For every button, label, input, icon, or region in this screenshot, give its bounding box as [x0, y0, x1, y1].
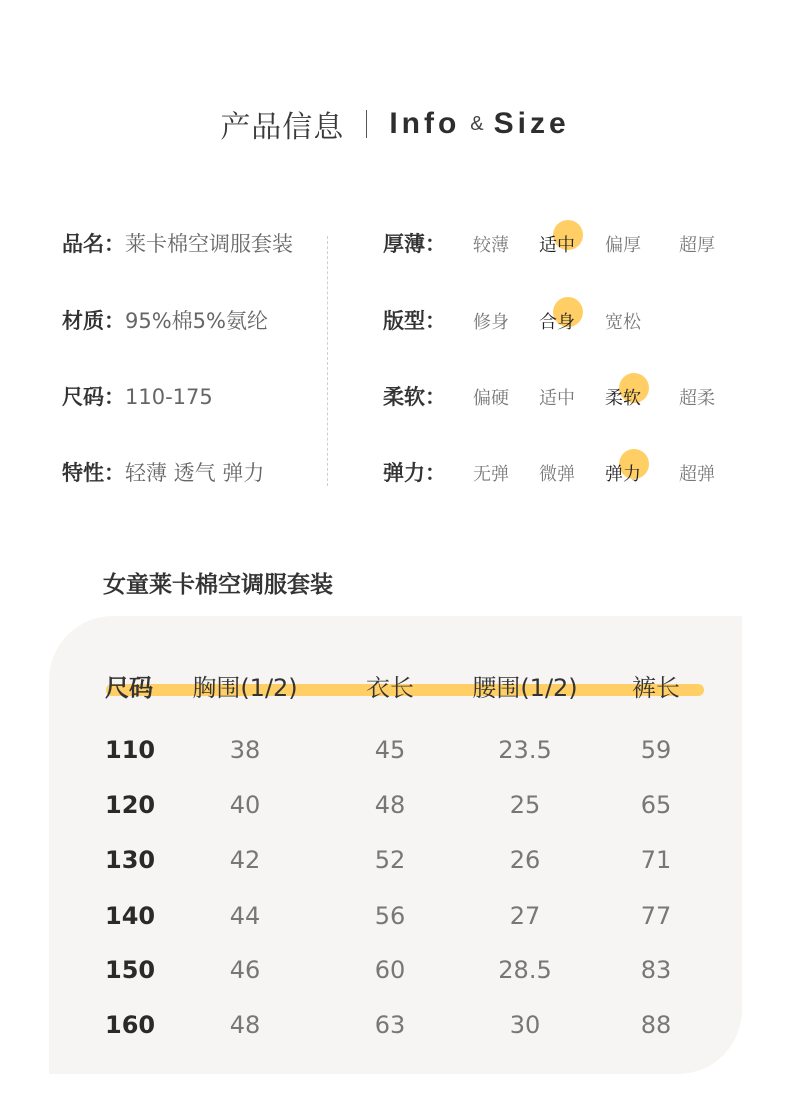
table-cell: 59	[640, 736, 672, 764]
table-cell: 27	[509, 902, 541, 930]
size-label-cell: 130	[105, 846, 156, 874]
size-label-cell: 120	[105, 791, 156, 819]
table-cell: 25	[509, 791, 541, 819]
table-cell: 38	[229, 736, 261, 764]
header-title-cn: 产品信息	[220, 110, 345, 145]
size-label-cell: 150	[105, 956, 156, 984]
attribute-label: 柔软：	[383, 385, 446, 409]
table-cell: 48	[374, 791, 406, 819]
table-cell: 44	[229, 902, 261, 930]
info-divider	[327, 236, 328, 486]
table-cell: 83	[640, 956, 672, 984]
info-label: 品名：	[62, 232, 125, 256]
attribute-option: 无弹	[473, 464, 509, 485]
info-label: 材质：	[62, 309, 125, 333]
attribute-option: 适中	[539, 388, 575, 409]
info-row	[62, 381, 213, 411]
attribute-option: 弹力	[605, 464, 641, 485]
table-header-cell: 腰围(1/2)	[472, 674, 578, 702]
section-header	[0, 102, 790, 146]
table-cell: 56	[374, 902, 406, 930]
info-row	[62, 457, 264, 487]
table-cell: 60	[374, 956, 406, 984]
info-value: 110-175	[125, 385, 213, 409]
header-title-en-info: Info	[389, 107, 461, 140]
attribute-option: 超弹	[679, 464, 715, 485]
header-ampersand: &	[470, 112, 484, 135]
attribute-option: 较薄	[473, 235, 509, 256]
table-cell: 23.5	[498, 736, 552, 764]
table-cell: 52	[374, 846, 406, 874]
attribute-label: 弹力：	[383, 461, 446, 485]
attribute-option: 微弹	[539, 464, 575, 485]
info-value: 轻薄 透气 弹力	[125, 461, 265, 485]
attribute-option: 合身	[539, 312, 575, 333]
table-cell: 71	[640, 846, 672, 874]
table-cell: 45	[374, 736, 406, 764]
info-row	[62, 305, 268, 335]
attribute-option: 超厚	[679, 235, 715, 256]
header-title-en-size: Size	[493, 107, 570, 140]
info-value: 莱卡棉空调服套装	[125, 232, 293, 256]
table-cell: 63	[374, 1011, 406, 1039]
table-header-cell: 尺码	[105, 674, 153, 702]
table-cell: 46	[229, 956, 261, 984]
info-value: 95%棉5%氨纶	[125, 309, 268, 333]
attribute-option: 偏厚	[605, 235, 641, 256]
header-separator	[366, 110, 367, 138]
table-header-cell: 裤长	[632, 674, 680, 702]
info-label: 尺码：	[62, 385, 125, 409]
table-cell: 42	[229, 846, 261, 874]
attribute-option: 超柔	[679, 388, 715, 409]
attribute-option: 适中	[539, 235, 575, 256]
size-label-cell: 110	[105, 736, 156, 764]
table-cell: 40	[229, 791, 261, 819]
attribute-option: 偏硬	[473, 388, 509, 409]
info-row	[62, 228, 293, 258]
attribute-option: 宽松	[605, 312, 641, 333]
table-cell: 26	[509, 846, 541, 874]
info-label: 特性：	[62, 461, 125, 485]
size-label-cell: 160	[105, 1011, 156, 1039]
attribute-option: 柔软	[605, 388, 641, 409]
table-cell: 48	[229, 1011, 261, 1039]
table-cell: 88	[640, 1011, 672, 1039]
size-table-title: 女童莱卡棉空调服套装	[103, 572, 333, 598]
attribute-label: 厚薄：	[383, 232, 446, 256]
table-cell: 30	[509, 1011, 541, 1039]
table-cell: 65	[640, 791, 672, 819]
attribute-option: 修身	[473, 312, 509, 333]
size-label-cell: 140	[105, 902, 156, 930]
attribute-label: 版型：	[383, 309, 446, 333]
table-header-cell: 胸围(1/2)	[192, 674, 298, 702]
table-cell: 77	[640, 902, 672, 930]
table-cell: 28.5	[498, 956, 552, 984]
table-header-cell: 衣长	[366, 674, 414, 702]
